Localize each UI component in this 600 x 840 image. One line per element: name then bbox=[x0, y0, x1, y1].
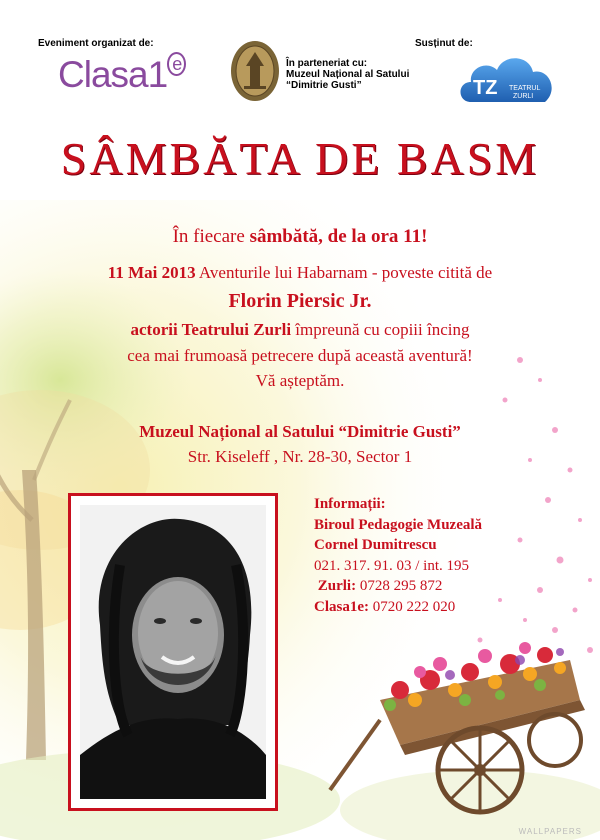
info-phone: 021. 317. 91. 03 / int. 195 bbox=[314, 557, 470, 574]
performer-name: Florin Piersic Jr. bbox=[228, 290, 372, 312]
support-label: Susținut de: bbox=[415, 38, 473, 49]
clasa-label: Clasa1e: bbox=[314, 598, 369, 615]
clasa1e-logo-sup: e bbox=[167, 52, 186, 76]
info-clasa bbox=[314, 597, 482, 618]
info-heading: Informații: bbox=[314, 496, 386, 512]
organizer-label: Eveniment organizat de: bbox=[38, 38, 154, 49]
venue-name: Muzeul Național al Satului “Dimitrie Gusti” bbox=[139, 422, 461, 441]
venue-address: Str. Kiseleff , Nr. 28-30, Sector 1 bbox=[187, 447, 413, 466]
cloud-logo-text-2: ZURLI bbox=[513, 93, 534, 100]
info-office: Biroul Pedagogie Muzeală bbox=[314, 516, 483, 533]
story-line bbox=[0, 263, 600, 283]
performer-portrait bbox=[80, 505, 266, 799]
welcome-line: Vă așteptăm. bbox=[255, 371, 345, 390]
event-title: SÂMBĂTA DE BASM bbox=[60, 133, 540, 184]
theater-cloud-logo bbox=[457, 50, 557, 108]
schedule-pre: În fiecare bbox=[172, 226, 250, 247]
event-date: 11 Mai 2013 bbox=[107, 263, 196, 282]
zurli-phone: 0728 295 872 bbox=[356, 578, 443, 594]
clasa1e-logo bbox=[58, 54, 186, 96]
partner-info bbox=[286, 58, 409, 91]
actors-text: împreună cu copiii încing bbox=[291, 320, 470, 339]
museum-seal-icon bbox=[230, 40, 280, 102]
cloud-logo-text-1: TEATRUL bbox=[509, 85, 541, 92]
actors-bold: actorii Teatrului Zurli bbox=[130, 320, 292, 339]
party-line: cea mai frumoasă petrecere după această aventură! bbox=[127, 346, 473, 365]
info-zurli bbox=[314, 576, 482, 597]
partner-name-line1: Muzeul Național al Satului bbox=[286, 69, 410, 80]
schedule-line bbox=[0, 226, 600, 248]
story-text: Aventurile lui Habarnam - poveste citită de bbox=[195, 263, 493, 282]
zurli-label: Zurli: bbox=[317, 578, 357, 594]
partner-name-line2: “Dimitrie Gusti” bbox=[286, 80, 362, 91]
photo-frame bbox=[68, 493, 278, 811]
watermark: WALLPAPERS bbox=[518, 827, 582, 836]
actors-line bbox=[0, 320, 600, 340]
clasa1e-logo-text: Clasa1 bbox=[58, 54, 168, 95]
contact-info bbox=[314, 494, 482, 617]
cloud-logo-initials: TZ bbox=[473, 77, 498, 99]
clasa-phone: 0720 222 020 bbox=[369, 598, 456, 615]
schedule-bold: sâmbătă, de la ora 11! bbox=[249, 226, 428, 247]
partner-label: În parteneriat cu: bbox=[286, 58, 368, 69]
info-contact: Cornel Dumitrescu bbox=[314, 537, 437, 553]
